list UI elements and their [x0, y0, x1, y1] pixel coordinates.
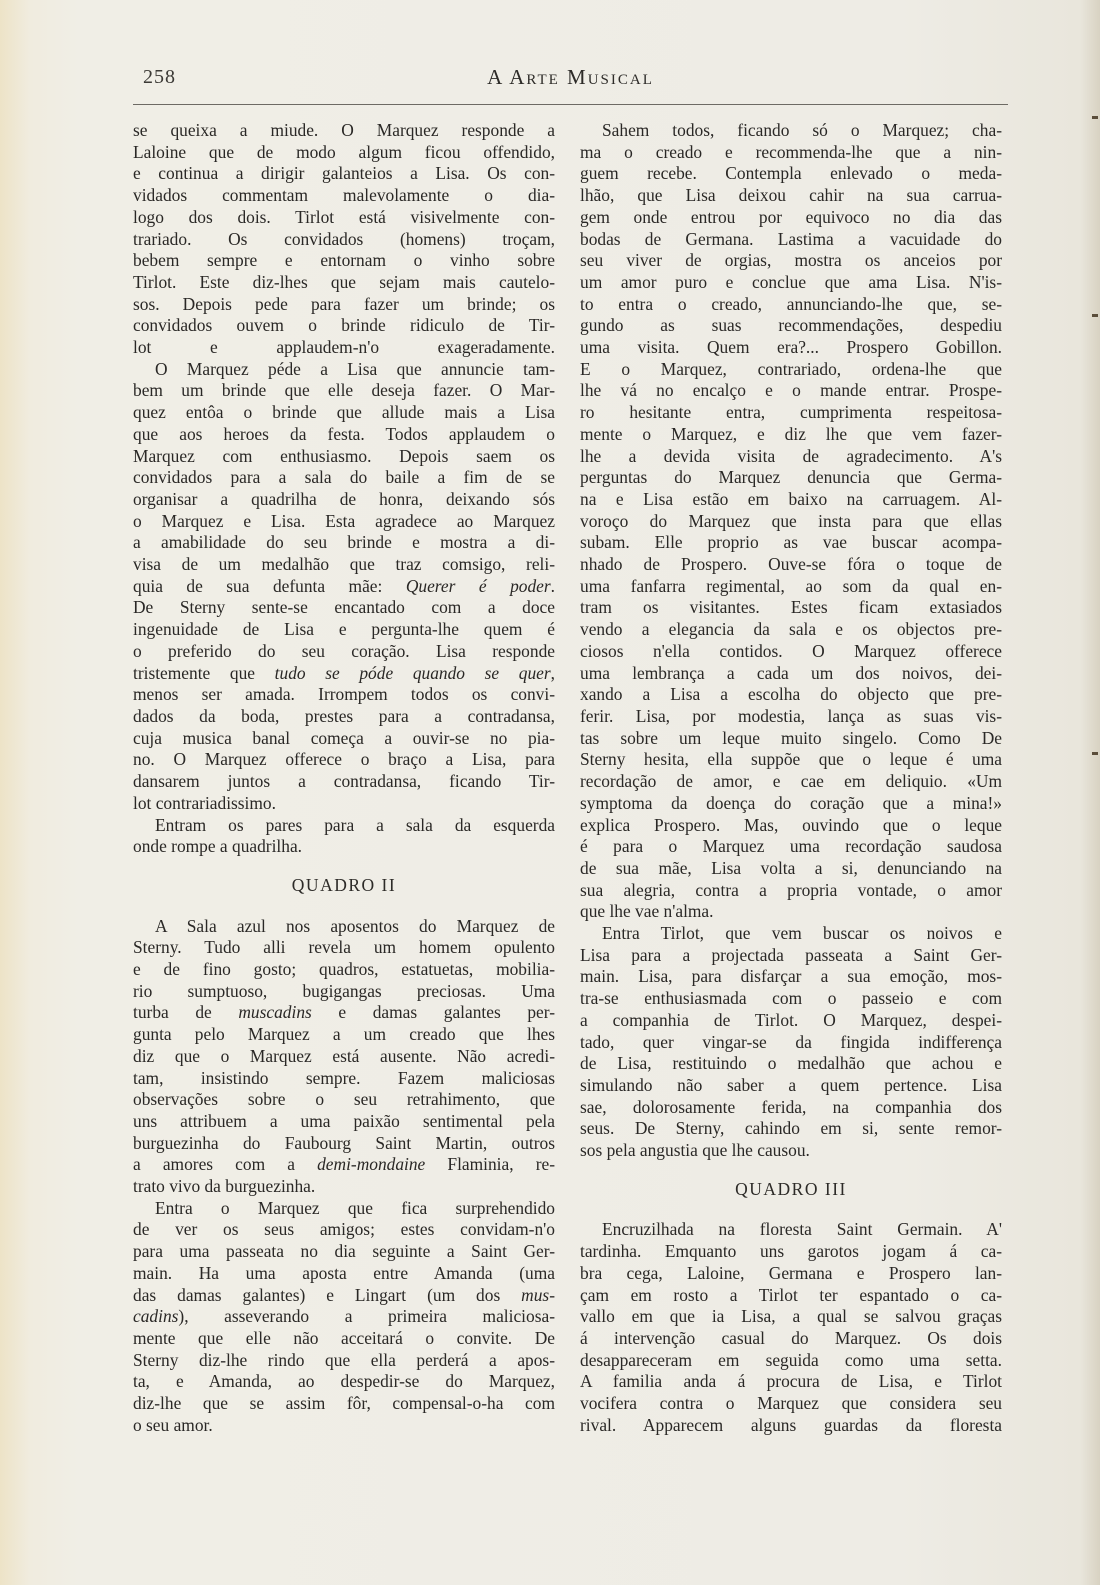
paragraph	[133, 815, 555, 858]
text-line: main. Lisa, para disfarçar a sua emoção, mos-	[580, 966, 1002, 987]
running-title: A Arte Musical	[487, 65, 654, 89]
text-line: tristemente que tudo se póde quando se quer,	[133, 662, 555, 683]
text-line: Sahem todos, ficando só o Marquez; cha-	[602, 120, 1002, 140]
text-line: a amores com a demi-mondaine Flaminia, re-	[133, 1154, 555, 1175]
paragraph	[133, 916, 555, 1198]
page-edge-mark	[1092, 116, 1098, 119]
page-header	[133, 62, 1008, 94]
text-line: mente que elle não acceitará o convite. De	[133, 1327, 555, 1348]
text-line: visa de um medalhão que traz comsigo, reli-	[133, 554, 555, 575]
paragraph	[133, 359, 555, 815]
text-line: o Marquez e Lisa. Esta agradece ao Marquez	[133, 510, 555, 531]
text-line: vallo em que ia Lisa, a qual se salvou graças	[580, 1306, 1002, 1327]
text-line: e de fino gosto; quadros, estatuetas, mobilia-	[133, 959, 555, 980]
text-line: bodas de Germana. Lastima a vacuidade do	[580, 228, 1002, 249]
text-line: sos pela angustia que lhe causou.	[580, 1140, 810, 1161]
text-line: dansarem juntos a contradansa, ficando Tir-	[133, 771, 555, 792]
text-line: o preferido do seu coração. Lisa responde	[133, 640, 555, 661]
text-line: çam em rosto a Tirlot ter espantado o ca-	[580, 1284, 1002, 1305]
text-line: diz que o Marquez está ausente. Não acredi-	[133, 1045, 555, 1066]
text-line: sae, dolorosamente ferida, na companhia dos	[580, 1096, 1002, 1117]
text-line: rio sumptuoso, bugigangas preciosas. Uma	[133, 980, 555, 1001]
text-line: bem um brinde que elle deseja fazer. O Mar-	[133, 380, 555, 401]
text-line: guem recebe. Contempla enlevado o meda-	[580, 163, 1002, 184]
text-line: organisar a quadrilha de honra, deixando sós	[133, 488, 555, 509]
italic-quote: Querer é poder	[405, 575, 551, 596]
text-line: Entra o Marquez que fica surprehendido	[155, 1197, 555, 1218]
text-line: seu viver de orgias, mostra os anceios por	[580, 250, 1002, 271]
text-line: vidados commentam malevolamente o dia-	[133, 185, 555, 206]
text-line: main. Ha uma aposta entre Amanda (uma	[133, 1262, 555, 1283]
text-line: menos ser amada. Irrompem todos os convi-	[133, 684, 555, 705]
text-line: explica Prospero. Mas, ouvindo que o leque	[580, 814, 1002, 835]
italic-quote: tudo se póde quando se quer	[274, 662, 551, 683]
text-line: Encruzilhada na floresta Saint Germain. A'	[602, 1219, 1002, 1240]
text-line: subam. Elle proprio as vae buscar acompa-	[580, 532, 1002, 553]
text-line: convidados para a sala do baile a fim de se	[133, 467, 555, 488]
italic-term: cadins	[133, 1306, 179, 1327]
italic-term: mus-	[521, 1284, 555, 1305]
text-line: bebem sempre e entornam o vinho sobre	[133, 250, 555, 271]
text-line: quia de sua defunta mãe: Querer é poder.	[133, 575, 555, 596]
text-line: xando a Lisa a escolha do objecto que pre-	[580, 684, 1002, 705]
text-line: Lisa para a projectada passeata a Saint Ger-	[580, 944, 1002, 965]
text-line: burguezinha do Faubourg Saint Martin, outros	[133, 1132, 555, 1153]
text-line: De Sterny sente-se encantado com a doce	[133, 597, 555, 618]
left-column	[133, 120, 555, 1436]
text-line: dados da boda, prestes para a contradansa,	[133, 705, 555, 726]
section-heading-quadro-3: QUADRO III	[735, 1178, 847, 1199]
text-line: das damas galantes) e Lingart (um dos mus-	[133, 1284, 555, 1305]
text-line: A Sala azul nos aposentos do Marquez de	[155, 915, 555, 936]
text-line: uma visita. Quem era?... Prospero Gobillon.	[580, 337, 1002, 358]
text-line: tram os visitantes. Estes ficam extasiados	[580, 597, 1002, 618]
text-line: desappareceram em seguida como uma setta.	[580, 1349, 1002, 1370]
right-column	[580, 120, 1002, 1436]
text-line: gunta pelo Marquez a um creado que lhes	[133, 1024, 555, 1045]
page-number: 258	[143, 66, 176, 88]
text-line: gem onde entrou por equivoco no dia das	[580, 206, 1002, 227]
text-line: um amor puro e conclue que ama Lisa. N'is-	[580, 271, 1002, 292]
text-line: O Marquez péde a Lisa que annuncie tam-	[155, 358, 555, 379]
text-line: perguntas do Marquez denuncia que Germa-	[580, 467, 1002, 488]
header-rule	[133, 104, 1008, 105]
text-line: onde rompe a quadrilha.	[133, 836, 303, 857]
section-heading-quadro-2: QUADRO II	[291, 874, 397, 895]
text-line: to entra o creado, annunciando-lhe que, se-	[580, 293, 1002, 314]
text-line: Laloine que de modo algum ficou offendido,	[133, 141, 555, 162]
text-line: convidados ouvem o brinde ridiculo de Tir-	[133, 315, 555, 336]
text-line: lot contrariadissimo.	[133, 792, 276, 813]
text-line: de sua mãe, Lisa volta a si, denunciando na	[580, 857, 1002, 878]
text-line: tra-se enthusiasmada com o passeio e com	[580, 988, 1002, 1009]
text-line: tam, insistindo sempre. Fazem maliciosas	[133, 1067, 555, 1088]
text-line: lhe vá no encalço e o mande entrar. Prospe-	[580, 380, 1002, 401]
text-line: tado, quer vingar-se da fingida indifferença	[580, 1031, 1002, 1052]
text-line: uns attribuem a uma paixão sentimental pela	[133, 1110, 555, 1131]
text-line: trariado. Os convidados (homens) troçam,	[133, 228, 555, 249]
text-line: Sterny hesita, ella suppõe que o leque é uma	[580, 749, 1002, 770]
text-line: turba de muscadins e damas galantes per-	[133, 1002, 555, 1023]
text-line: nhado de Prospero. Ouve-se fóra o toque de	[580, 554, 1002, 575]
paragraph	[133, 1198, 555, 1437]
text-line: quez entôa o brinde que allude mais a Lisa	[133, 402, 555, 423]
paragraph	[580, 1219, 1002, 1436]
text-line: Tirlot. Este diz-lhes que sejam mais cautelo-	[133, 271, 555, 292]
text-line: ta, e Amanda, ao despedir-se do Marquez,	[133, 1371, 555, 1392]
text-line: ferir. Lisa, por modestia, lança as suas vis-	[580, 705, 1002, 726]
text-line: lhe a devida visita de agradecimento. A's	[580, 445, 1002, 466]
italic-term: demi-mondaine	[317, 1154, 426, 1175]
text-line: recordação de amor, e cae em deliquio. «Um	[580, 771, 1002, 792]
text-line: simulando não saber a quem pertence. Lisa	[580, 1074, 1002, 1095]
text-line: se queixa a miude. O Marquez responde a	[133, 120, 555, 140]
text-line: é para o Marquez uma recordação saudosa	[580, 836, 1002, 857]
text-line: vocifera contra o Marquez que considera seu	[580, 1393, 1002, 1414]
text-line: uma lembrança a cada um dos noivos, dei-	[580, 662, 1002, 683]
paragraph	[133, 120, 555, 359]
text-line: seus. De Sterny, cahindo em si, sente remor-	[580, 1118, 1002, 1139]
text-line: observações sobre o seu retrahimento, que	[133, 1089, 555, 1110]
text-line: ingenuidade de Lisa e pergunta-lhe quem é	[133, 619, 555, 640]
text-line: que lhe vae n'alma.	[580, 901, 714, 922]
text-line: de Lisa, restituindo o medalhão que achou e	[580, 1053, 1002, 1074]
text-line: bra cega, Laloine, Germana e Prospero lan-	[580, 1262, 1002, 1283]
text-line: para uma passeata no dia seguinte a Saint Ger-	[133, 1241, 555, 1262]
text-line: diz-lhe que se assim fôr, compensal-o-ha com	[133, 1393, 555, 1414]
paragraph	[580, 120, 1002, 923]
page-edge-mark	[1092, 314, 1098, 317]
text-line: uma fanfarra regimental, ao som da qual en-	[580, 575, 1002, 596]
text-line: ro hesitante entra, cumprimenta respeitosa-	[580, 402, 1002, 423]
text-line: no. O Marquez offerece o braço a Lisa, para	[133, 749, 555, 770]
page-edge-mark	[1092, 752, 1098, 755]
text-line: Sterny diz-lhe rindo que ella perderá a apos-	[133, 1349, 555, 1370]
text-line: trato vivo da burguezinha.	[133, 1176, 316, 1197]
text-line: logo dos dois. Tirlot está visivelmente con-	[133, 206, 555, 227]
text-line: A familia anda á procura de Lisa, e Tirlot	[580, 1371, 1002, 1392]
text-line: de ver os seus amigos; estes convidam-n'o	[133, 1219, 555, 1240]
text-line: o seu amor.	[133, 1414, 213, 1435]
text-line: ciosos n'ella contidos. O Marquez offerece	[580, 640, 1002, 661]
text-line: a amabilidade do seu brinde e mostra a di-	[133, 532, 555, 553]
text-line: sos. Depois pede para fazer um brinde; os	[133, 293, 555, 314]
text-line: cadins), asseverando a primeira maliciosa-	[133, 1306, 555, 1327]
text-line: Entram os pares para a sala da esquerda	[155, 814, 555, 835]
text-line: sua alegria, contra a propria vontade, o amor	[580, 879, 1002, 900]
text-line: gundo as suas recommendações, despediu	[580, 315, 1002, 336]
text-line: Sterny. Tudo alli revela um homem opulento	[133, 937, 555, 958]
text-line: tas sobre um leque muito singelo. Como De	[580, 727, 1002, 748]
text-line: vendo a elegancia da sala e os objectos pre-	[580, 619, 1002, 640]
text-line: cuja musica banal começa a ouvir-se no pia-	[133, 727, 555, 748]
text-line: que aos heroes da festa. Todos applaudem o	[133, 423, 555, 444]
text-line: rival. Apparecem alguns guardas da floresta	[580, 1414, 1002, 1435]
text-line: a companhia de Tirlot. O Marquez, despei-	[580, 1009, 1002, 1030]
text-line: e continua a dirigir galanteios a Lisa. Os con-	[133, 163, 555, 184]
text-line: mente o Marquez, e diz lhe que vem fazer-	[580, 423, 1002, 444]
paragraph	[580, 923, 1002, 1162]
text-line: tardinha. Emquanto uns garotos jogam á ca-	[580, 1241, 1002, 1262]
text-line: na e Lisa estão em baixo na carruagem. Al-	[580, 488, 1002, 509]
text-line: lot e applaudem-n'o exageradamente.	[133, 337, 555, 358]
italic-term: muscadins	[238, 1002, 312, 1023]
text-line: E o Marquez, contrariado, ordena-lhe que	[580, 358, 1002, 379]
text-line: Entra Tirlot, que vem buscar os noivos e	[602, 923, 1002, 944]
text-line: á intervenção casual do Marquez. Os dois	[580, 1327, 1002, 1348]
text-line: ma o creado e recommenda-lhe que a nin-	[580, 141, 1002, 162]
text-line: lhão, que Lisa deixou cahir na sua carrua-	[580, 185, 1002, 206]
text-line: Marquez com enthusiasmo. Depois saem os	[133, 445, 555, 466]
text-line: symptoma da doença do coração que a mina!»	[580, 792, 1002, 813]
text-line: voroço do Marquez que insta para que ellas	[580, 510, 1002, 531]
